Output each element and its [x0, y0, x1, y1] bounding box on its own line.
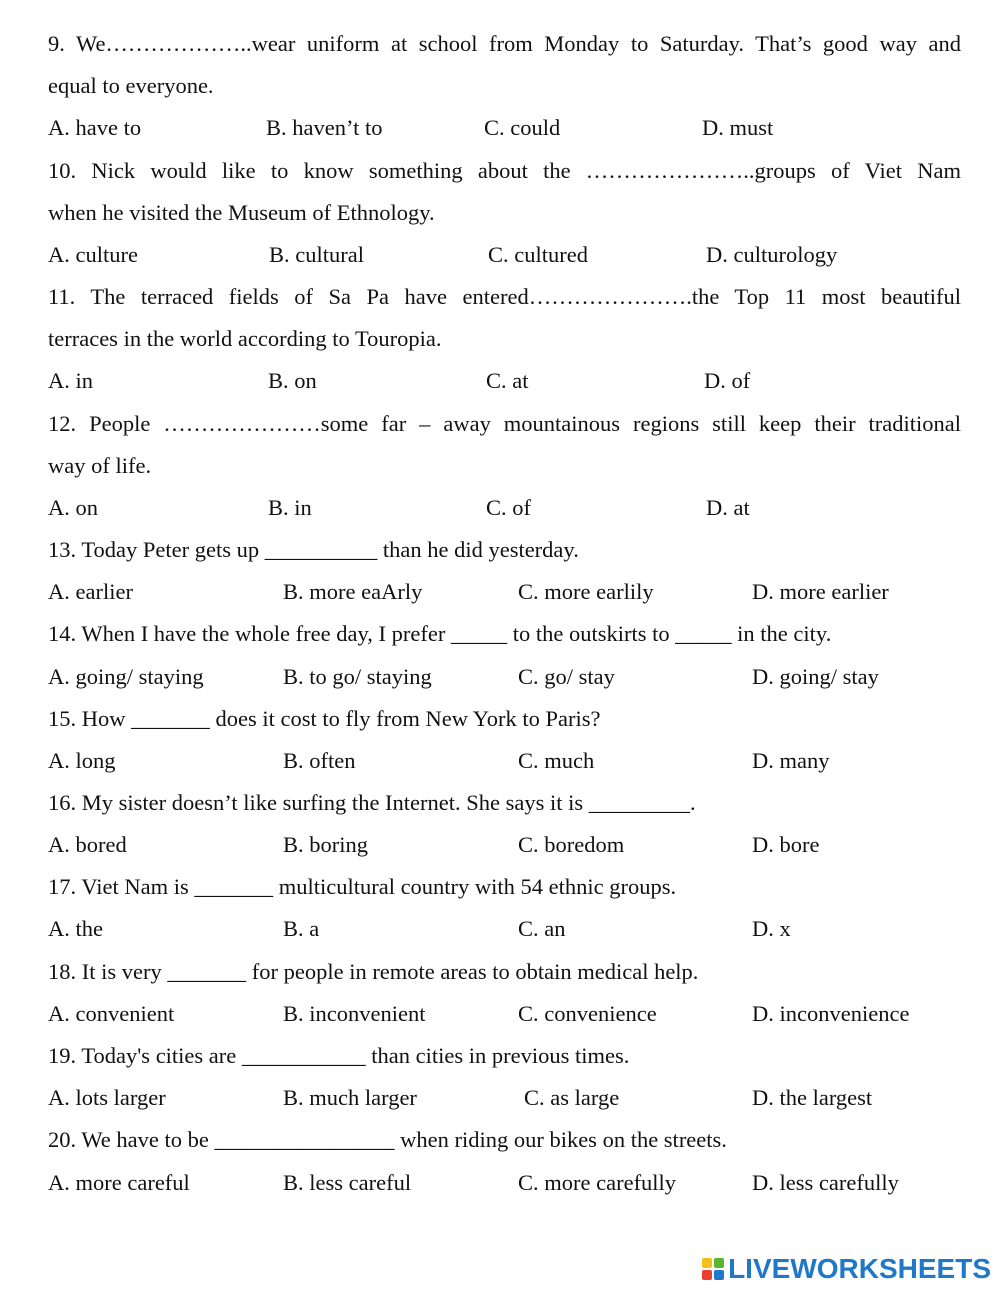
question-11-option-b[interactable]: B. on — [268, 368, 317, 393]
question-18-line-1: 18. It is very _______ for people in remote areas to obtain medical help. — [48, 959, 699, 984]
question-20-option-b[interactable]: B. less careful — [283, 1170, 412, 1195]
question-17-option-c[interactable]: C. an — [518, 916, 566, 941]
question-9-option-a[interactable]: A. have to — [48, 115, 142, 140]
question-9-option-d[interactable]: D. must — [702, 115, 774, 140]
question-15-line-1: 15. How _______ does it cost to fly from New York to Paris? — [48, 706, 601, 731]
question-12-option-c[interactable]: C. of — [486, 495, 531, 520]
question-10-option-d[interactable]: D. culturology — [706, 242, 838, 267]
liveworksheets-watermark — [702, 1252, 991, 1286]
question-11-option-c[interactable]: C. at — [486, 368, 529, 393]
question-19-option-d[interactable]: D. the largest — [752, 1085, 873, 1110]
question-10-line-2: when he visited the Museum of Ethnology. — [48, 200, 435, 225]
question-20-option-a[interactable]: A. more careful — [48, 1170, 190, 1195]
question-17-option-a[interactable]: A. the — [48, 916, 103, 941]
question-10-option-b[interactable]: B. cultural — [269, 242, 364, 267]
question-18-option-d[interactable]: D. inconvenience — [752, 1001, 910, 1026]
question-20-line-1: 20. We have to be ________________ when riding our bikes on the streets. — [48, 1127, 727, 1152]
question-9-line-1: 9. We………………..wear uniform at school from Monday to Saturday. That’s good way and — [48, 31, 961, 56]
logo-square-blue — [714, 1270, 724, 1280]
question-9-option-b[interactable]: B. haven’t to — [266, 115, 383, 140]
question-15-option-c[interactable]: C. much — [518, 748, 595, 773]
question-14-option-b[interactable]: B. to go/ staying — [283, 664, 432, 689]
question-12-line-1: 12. People …………………some far – away mountainous regions still keep their traditional — [48, 411, 961, 436]
question-20-option-d[interactable]: D. less carefully — [752, 1170, 899, 1195]
question-13-option-b[interactable]: B. more eaArly — [283, 579, 423, 604]
question-15-option-a[interactable]: A. long — [48, 748, 116, 773]
question-19-option-b[interactable]: B. much larger — [283, 1085, 417, 1110]
question-13-option-a[interactable]: A. earlier — [48, 579, 133, 604]
liveworksheets-logo-text: LIVEWORKSHEETS — [728, 1253, 991, 1284]
question-18-option-c[interactable]: C. convenience — [518, 1001, 657, 1026]
question-13-option-d[interactable]: D. more earlier — [752, 579, 889, 604]
question-19-option-c[interactable]: C. as large — [524, 1085, 620, 1110]
question-16-option-c[interactable]: C. boredom — [518, 832, 625, 857]
question-9-option-c[interactable]: C. could — [484, 115, 561, 140]
question-13-line-1: 13. Today Peter gets up __________ than he did yesterday. — [48, 537, 579, 562]
logo-square-red — [702, 1270, 712, 1280]
question-11-option-d[interactable]: D. of — [704, 368, 751, 393]
question-17-option-d[interactable]: D. x — [752, 916, 791, 941]
question-12-line-2: way of life. — [48, 453, 152, 478]
question-14-line-1: 14. When I have the whole free day, I prefer _____ to the outskirts to _____ in the city. — [48, 621, 832, 646]
question-11-line-1: 11. The terraced fields of Sa Pa have entered………………….the Top 11 most beautiful — [48, 284, 961, 309]
question-14-option-a[interactable]: A. going/ staying — [48, 664, 204, 689]
question-11-line-2: terraces in the world according to Touropia. — [48, 326, 442, 351]
logo-square-green — [714, 1258, 724, 1268]
question-14-option-d[interactable]: D. going/ stay — [752, 664, 879, 689]
question-18-option-a[interactable]: A. convenient — [48, 1001, 175, 1026]
question-16-option-b[interactable]: B. boring — [283, 832, 369, 857]
question-10-line-1: 10. Nick would like to know something about the …………………..groups of Viet Nam — [48, 158, 961, 183]
question-12-option-a[interactable]: A. on — [48, 495, 98, 520]
question-16-option-d[interactable]: D. bore — [752, 832, 820, 857]
question-11-option-a[interactable]: A. in — [48, 368, 93, 393]
question-9-line-2: equal to everyone. — [48, 73, 214, 98]
question-12-option-b[interactable]: B. in — [268, 495, 312, 520]
logo-square-yellow — [702, 1258, 712, 1268]
question-13-option-c[interactable]: C. more earlily — [518, 579, 654, 604]
question-19-option-a[interactable]: A. lots larger — [48, 1085, 166, 1110]
question-17-line-1: 17. Viet Nam is _______ multicultural country with 54 ethnic groups. — [48, 874, 677, 899]
question-12-option-d[interactable]: D. at — [706, 495, 750, 520]
liveworksheets-logo-icon — [702, 1258, 724, 1280]
question-10-option-a[interactable]: A. culture — [48, 242, 138, 267]
question-20-option-c[interactable]: C. more carefully — [518, 1170, 677, 1195]
question-16-line-1: 16. My sister doesn’t like surfing the Internet. She says it is _________. — [48, 790, 696, 815]
question-10-option-c[interactable]: C. cultured — [488, 242, 588, 267]
question-15-option-d[interactable]: D. many — [752, 748, 830, 773]
question-14-option-c[interactable]: C. go/ stay — [518, 664, 615, 689]
question-18-option-b[interactable]: B. inconvenient — [283, 1001, 426, 1026]
question-19-line-1: 19. Today's cities are ___________ than cities in previous times. — [48, 1043, 630, 1068]
question-17-option-b[interactable]: B. a — [283, 916, 320, 941]
question-16-option-a[interactable]: A. bored — [48, 832, 127, 857]
question-15-option-b[interactable]: B. often — [283, 748, 356, 773]
